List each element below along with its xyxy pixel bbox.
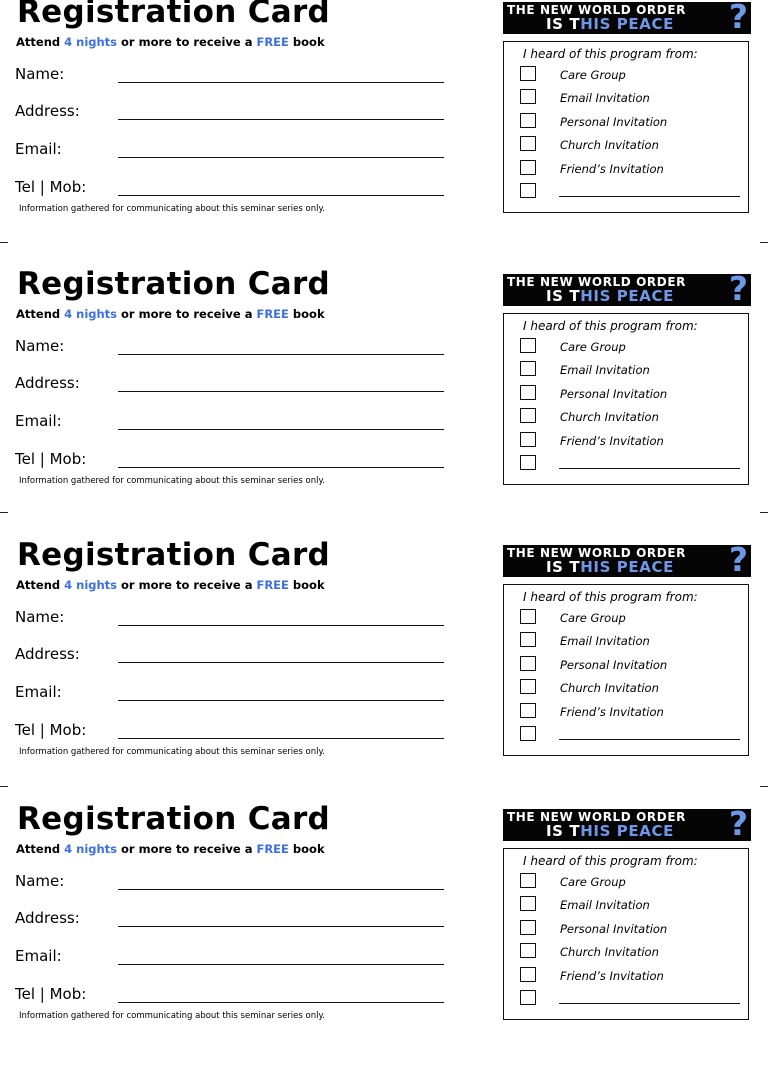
banner-line-1: THE NEW WORLD ORDER (507, 810, 686, 824)
checkbox[interactable] (520, 338, 536, 353)
phone-label: Tel | Mob: (15, 985, 87, 1003)
other-write-line[interactable] (559, 196, 740, 197)
banner-line-1: THE NEW WORLD ORDER (507, 3, 686, 17)
email-write-line[interactable] (118, 157, 444, 158)
card-title: Registration Card (17, 801, 331, 837)
banner-line-1: THE NEW WORLD ORDER (507, 546, 686, 560)
phone-write-line[interactable] (118, 195, 444, 196)
option-label: Friend’s Invitation (560, 162, 664, 176)
option-other[interactable] (520, 183, 740, 201)
attend-suffix: book (288, 578, 325, 592)
option-label: Email Invitation (560, 91, 650, 105)
name-label: Name: (15, 65, 65, 83)
cut-mark-right (760, 786, 768, 787)
attend-notice (16, 306, 325, 322)
name-label: Name: (15, 337, 65, 355)
referral-source-title: I heard of this program from: (523, 590, 698, 604)
other-write-line[interactable] (559, 739, 740, 740)
checkbox[interactable] (520, 183, 536, 198)
seminar-banner-logo (503, 540, 751, 579)
checkbox[interactable] (520, 408, 536, 423)
email-write-line[interactable] (118, 964, 444, 965)
address-label: Address: (15, 374, 80, 392)
option-church-invitation[interactable] (520, 408, 740, 426)
attend-middle: or more to receive a (117, 842, 257, 856)
phone-label: Tel | Mob: (15, 178, 87, 196)
address-field[interactable] (15, 644, 445, 666)
option-label: Email Invitation (560, 363, 650, 377)
option-label: Church Invitation (560, 410, 659, 424)
cut-mark-left (0, 512, 8, 513)
attend-nights: 4 nights (64, 35, 118, 49)
banner-line-2 (546, 16, 674, 33)
banner-line-1: THE NEW WORLD ORDER (507, 275, 686, 289)
option-other[interactable] (520, 990, 740, 1008)
checkbox[interactable] (520, 632, 536, 647)
attend-suffix: book (288, 35, 325, 49)
registration-card (0, 266, 768, 542)
banner-line-2-blue: HIS PEACE (580, 287, 674, 305)
address-label: Address: (15, 645, 80, 663)
address-write-line[interactable] (118, 391, 444, 392)
attend-suffix: book (288, 842, 325, 856)
attend-free: FREE (256, 35, 289, 49)
phone-field[interactable] (15, 720, 445, 742)
option-church-invitation[interactable] (520, 943, 740, 961)
attend-notice (16, 841, 325, 857)
checkbox[interactable] (520, 726, 536, 741)
attend-middle: or more to receive a (117, 578, 257, 592)
attend-notice (16, 577, 325, 593)
phone-write-line[interactable] (118, 1002, 444, 1003)
name-field[interactable] (15, 336, 445, 358)
referral-source-title: I heard of this program from: (523, 854, 698, 868)
option-label: Care Group (560, 875, 626, 889)
option-other[interactable] (520, 726, 740, 744)
question-mark-icon: ? (728, 269, 748, 308)
address-label: Address: (15, 102, 80, 120)
phone-label: Tel | Mob: (15, 721, 87, 739)
privacy-disclaimer: Information gathered for communicating about this seminar series only. (19, 1011, 325, 1021)
address-field[interactable] (15, 373, 445, 395)
phone-write-line[interactable] (118, 467, 444, 468)
seminar-banner-logo (503, 2, 751, 34)
option-friends-invitation[interactable] (520, 160, 740, 178)
address-write-line[interactable] (118, 926, 444, 927)
banner-line-2-white: IS T (546, 558, 581, 576)
attend-nights: 4 nights (64, 842, 118, 856)
phone-write-line[interactable] (118, 738, 444, 739)
email-label: Email: (15, 412, 62, 430)
banner-line-2 (546, 823, 674, 840)
option-friends-invitation[interactable] (520, 432, 740, 450)
checkbox[interactable] (520, 385, 536, 400)
banner-line-2-blue: HIS PEACE (580, 15, 674, 33)
cut-mark-left (0, 242, 8, 243)
option-label: Friend’s Invitation (560, 705, 664, 719)
attend-free: FREE (256, 307, 289, 321)
attend-nights: 4 nights (64, 307, 118, 321)
banner-line-2-blue: HIS PEACE (580, 822, 674, 840)
card-title: Registration Card (17, 537, 331, 573)
other-write-line[interactable] (559, 468, 740, 469)
attend-suffix: book (288, 307, 325, 321)
phone-field[interactable] (15, 449, 445, 471)
option-label: Care Group (560, 340, 626, 354)
address-write-line[interactable] (118, 119, 444, 120)
checkbox[interactable] (520, 113, 536, 128)
option-care-group[interactable] (520, 66, 740, 84)
option-care-group[interactable] (520, 609, 740, 627)
option-label: Church Invitation (560, 945, 659, 959)
checkbox[interactable] (520, 609, 536, 624)
checkbox[interactable] (520, 967, 536, 982)
checkbox[interactable] (520, 361, 536, 376)
option-label: Friend’s Invitation (560, 969, 664, 983)
checkbox[interactable] (520, 990, 536, 1005)
checkbox[interactable] (520, 656, 536, 671)
checkbox[interactable] (520, 455, 536, 470)
option-church-invitation[interactable] (520, 136, 740, 154)
attend-prefix: Attend (16, 578, 65, 592)
checkbox[interactable] (520, 432, 536, 447)
name-field[interactable] (15, 871, 445, 893)
question-mark-icon: ? (728, 804, 748, 843)
address-write-line[interactable] (118, 662, 444, 663)
registration-card (0, 801, 768, 1077)
cut-mark-right (760, 242, 768, 243)
attend-free: FREE (256, 842, 289, 856)
banner-line-2-white: IS T (546, 15, 581, 33)
referral-source-box (503, 313, 749, 485)
attend-nights: 4 nights (64, 578, 118, 592)
checkbox[interactable] (520, 896, 536, 911)
attend-notice (16, 34, 325, 50)
referral-source-title: I heard of this program from: (523, 319, 698, 333)
name-write-line[interactable] (118, 82, 444, 83)
attend-free: FREE (256, 578, 289, 592)
card-title: Registration Card (17, 0, 331, 30)
banner-line-2-blue: HIS PEACE (580, 558, 674, 576)
checkbox[interactable] (520, 679, 536, 694)
privacy-disclaimer: Information gathered for communicating about this seminar series only. (19, 747, 325, 757)
name-label: Name: (15, 608, 65, 626)
name-write-line[interactable] (118, 354, 444, 355)
address-field[interactable] (15, 101, 445, 123)
option-label: Personal Invitation (560, 115, 668, 129)
option-friends-invitation[interactable] (520, 967, 740, 985)
address-label: Address: (15, 909, 80, 927)
option-email-invitation[interactable] (520, 361, 740, 379)
option-email-invitation[interactable] (520, 89, 740, 107)
question-mark-icon: ? (728, 540, 748, 579)
option-email-invitation[interactable] (520, 896, 740, 914)
privacy-disclaimer: Information gathered for communicating about this seminar series only. (19, 204, 325, 214)
option-care-group[interactable] (520, 338, 740, 356)
option-church-invitation[interactable] (520, 679, 740, 697)
attend-middle: or more to receive a (117, 307, 257, 321)
banner-line-2 (546, 559, 674, 576)
option-label: Friend’s Invitation (560, 434, 664, 448)
email-label: Email: (15, 683, 62, 701)
email-label: Email: (15, 947, 62, 965)
question-mark-icon: ? (728, 0, 748, 36)
cut-mark-right (760, 512, 768, 513)
phone-field[interactable] (15, 984, 445, 1006)
referral-source-box (503, 848, 749, 1020)
option-label: Email Invitation (560, 898, 650, 912)
option-friends-invitation[interactable] (520, 703, 740, 721)
option-other[interactable] (520, 455, 740, 473)
privacy-disclaimer: Information gathered for communicating about this seminar series only. (19, 476, 325, 486)
referral-source-box (503, 41, 749, 213)
option-label: Church Invitation (560, 138, 659, 152)
option-label: Email Invitation (560, 634, 650, 648)
checkbox[interactable] (520, 703, 536, 718)
phone-field[interactable] (15, 177, 445, 199)
phone-label: Tel | Mob: (15, 450, 87, 468)
option-label: Personal Invitation (560, 658, 668, 672)
option-label: Personal Invitation (560, 922, 668, 936)
seminar-banner-logo (503, 804, 751, 843)
attend-prefix: Attend (16, 307, 65, 321)
email-write-line[interactable] (118, 700, 444, 701)
attend-prefix: Attend (16, 35, 65, 49)
name-field[interactable] (15, 64, 445, 86)
email-field[interactable] (15, 946, 445, 968)
name-write-line[interactable] (118, 889, 444, 890)
registration-card (0, 537, 768, 813)
banner-line-2-white: IS T (546, 822, 581, 840)
option-label: Church Invitation (560, 681, 659, 695)
email-label: Email: (15, 140, 62, 158)
cut-mark-left (0, 786, 8, 787)
option-personal-invitation[interactable] (520, 385, 740, 403)
option-label: Personal Invitation (560, 387, 668, 401)
name-field[interactable] (15, 607, 445, 629)
banner-line-2-white: IS T (546, 287, 581, 305)
name-label: Name: (15, 872, 65, 890)
option-care-group[interactable] (520, 873, 740, 891)
email-write-line[interactable] (118, 429, 444, 430)
email-field[interactable] (15, 139, 445, 161)
registration-card (0, 0, 768, 270)
checkbox[interactable] (520, 89, 536, 104)
checkbox[interactable] (520, 136, 536, 151)
option-personal-invitation[interactable] (520, 920, 740, 938)
email-field[interactable] (15, 682, 445, 704)
option-label: Care Group (560, 611, 626, 625)
card-title: Registration Card (17, 266, 331, 302)
other-write-line[interactable] (559, 1003, 740, 1004)
email-field[interactable] (15, 411, 445, 433)
banner-line-2 (546, 288, 674, 305)
referral-source-title: I heard of this program from: (523, 47, 698, 61)
address-field[interactable] (15, 908, 445, 930)
option-email-invitation[interactable] (520, 632, 740, 650)
checkbox[interactable] (520, 920, 536, 935)
checkbox[interactable] (520, 160, 536, 175)
checkbox[interactable] (520, 943, 536, 958)
checkbox[interactable] (520, 873, 536, 888)
option-label: Care Group (560, 68, 626, 82)
option-personal-invitation[interactable] (520, 113, 740, 131)
checkbox[interactable] (520, 66, 536, 81)
option-personal-invitation[interactable] (520, 656, 740, 674)
referral-source-box (503, 584, 749, 756)
attend-prefix: Attend (16, 842, 65, 856)
seminar-banner-logo (503, 269, 751, 308)
attend-middle: or more to receive a (117, 35, 257, 49)
name-write-line[interactable] (118, 625, 444, 626)
